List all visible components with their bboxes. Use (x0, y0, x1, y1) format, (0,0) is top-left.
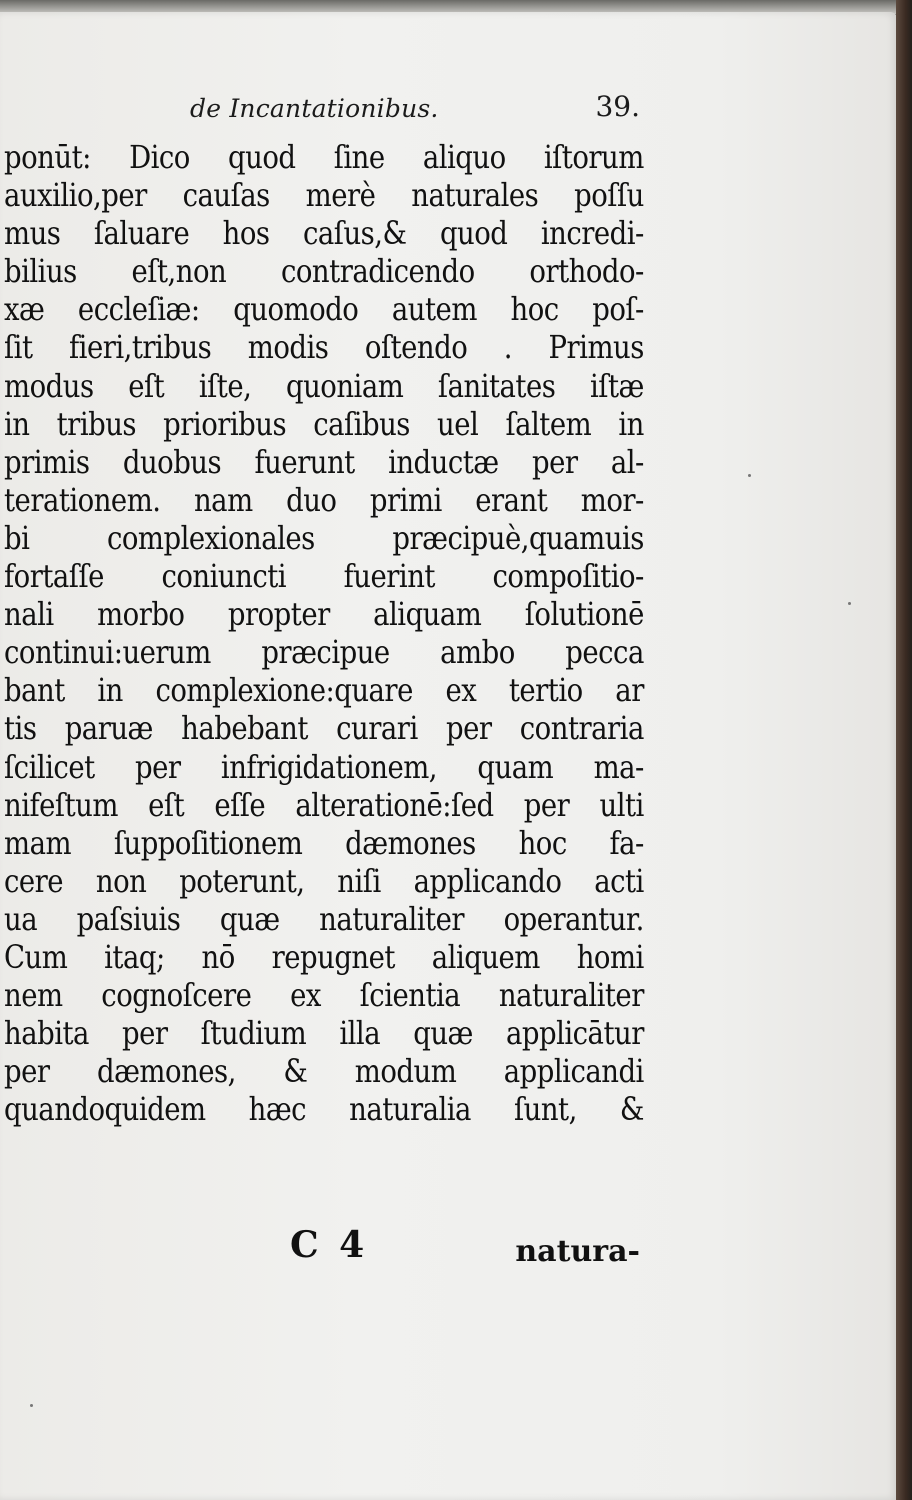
body-text (4, 138, 644, 1128)
text-line: per dæmones, & modum applicandi (4, 1052, 644, 1091)
text-line: ua paſsiuis quæ naturaliter operantur. (4, 899, 644, 938)
text-line: quandoquidem hæc naturalia ſunt, & (4, 1090, 644, 1129)
signature-mark: C 4 (290, 1224, 369, 1266)
text-line: Cum itaq; nō repugnet aliquem homi (4, 937, 644, 976)
paper-speck (748, 474, 751, 477)
text-line: nifeſtum eſt eſſe alterationē:ſed per ulti (4, 785, 644, 824)
text-line: mus ſaluare hos caſus,& quod incredi- (4, 214, 644, 253)
text-line: fortaſſe coniuncti fuerint compoſitio- (4, 557, 644, 596)
paper-speck (848, 602, 851, 605)
text-line: nali morbo propter aliquam ſolutionē (4, 595, 644, 634)
catchword: natura- (515, 1234, 640, 1269)
book-page (0, 12, 898, 1500)
text-line: bi complexionales præcipuè,quamuis (4, 518, 644, 557)
text-line: in tribus prioribus caſibus uel ſaltem in (4, 404, 644, 443)
text-line: ſit fieri,tribus modis oſtendo . Primus (4, 328, 644, 367)
paper-speck (30, 1404, 33, 1407)
text-line: ponūt: Dico quod ſine aliquo iſtorum (4, 138, 644, 176)
text-line: nem cognoſcere ex ſcientia naturaliter (4, 976, 644, 1015)
text-line: tis paruæ habebant curari per contraria (4, 709, 644, 748)
text-line: auxilio,per cauſas merè naturales poſſu (4, 176, 644, 215)
text-line: bilius eſt,non contradicendo orthodo- (4, 252, 644, 291)
page-footer (280, 1224, 640, 1274)
text-line: mam ſuppoſitionem dæmones hoc fa- (4, 823, 644, 862)
page-header (190, 90, 650, 134)
text-line: terationem. nam duo primi erant mor- (4, 480, 644, 519)
running-head: de Incantationibus. (190, 94, 439, 123)
folio-number: 39. (595, 90, 640, 123)
text-line: modus eſt iſte, quoniam ſanitates iſtæ (4, 366, 644, 405)
text-line: bant in complexione:quare ex tertio ar (4, 671, 644, 710)
text-line: xæ eccleſiæ: quomodo autem hoc poſ- (4, 290, 644, 329)
right-page-edge (896, 0, 912, 1500)
text-line: habita per ſtudium illa quæ applicātur (4, 1014, 644, 1053)
text-line: cere non poterunt, niſi applicando acti (4, 861, 644, 900)
text-line: ſcilicet per infrigidationem, quam ma- (4, 747, 644, 786)
text-line: primis duobus fuerunt inductæ per al- (4, 442, 644, 481)
text-line: continui:uerum præcipue ambo pecca (4, 633, 644, 672)
